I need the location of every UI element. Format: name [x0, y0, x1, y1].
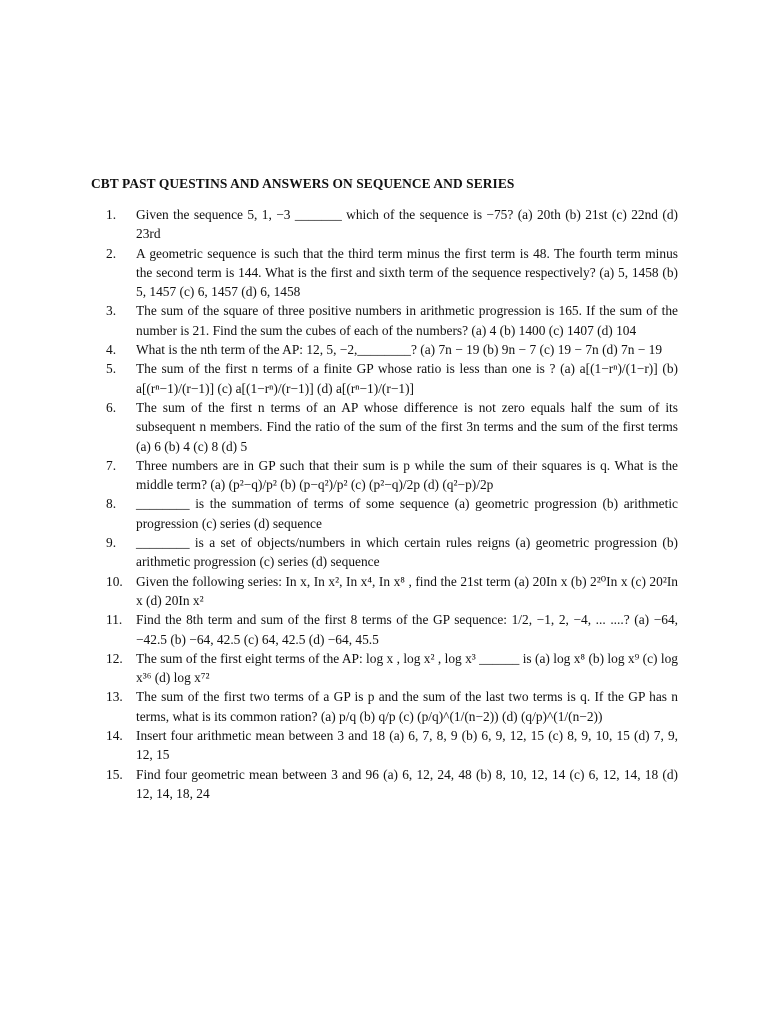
- question-text: Find four geometric mean between 3 and 96 (a) 6, 12, 24, 48 (b) 8, 10, 12, 14 (c) 6, 12, 14, 18 (d) 12, 14, 18, 24: [136, 766, 678, 801]
- question-number: 2.: [106, 245, 117, 261]
- question-text: A geometric sequence is such that the third term minus the first term is 48. The fourth term minus the second term is 144. What is the first and sixth term of the sequence respectively? (a) 5, 1458 (b) 5, 1457 (c) 6, 1457 (d) 6, 1458: [136, 245, 678, 300]
- question-item: [0, 572, 678, 611]
- question-number: 1.: [106, 207, 117, 222]
- question-text: Three numbers are in GP such that their sum is p while the sum of their squares is q. What is the middle term? (a) (p²−q)/p² (b) (p−q²)/p² (c) (p²−q)/2p (d) (q²−p)/2p: [136, 457, 678, 493]
- question-text: ________ is a set of objects/numbers in which certain rules reigns (a) geometric progression (b) arithmetic progression (c) series (d) sequence: [136, 535, 678, 570]
- question-text: Find the 8th term and sum of the first 8 terms of the GP sequence: 1/2, −1, 2, −4, ... ....? (a) −64, −42.5 (b) −64, 42.5 (c) 64, 42.5 (d) −64, 45.5: [136, 612, 678, 647]
- question-item: [0, 610, 678, 649]
- question-list: [0, 205, 768, 803]
- question-item: [0, 340, 678, 359]
- question-text: The sum of the first two terms of a GP is p and the sum of the last two terms is q. If the GP has n terms, what is its common ration? (a) p/q (b) q/p (c) (p/q)^(1/(n−2)) (d) (q/p)^(1/(n−2)): [136, 689, 678, 724]
- question-number: 4.: [106, 342, 117, 358]
- question-text: The sum of the first eight terms of the AP: log x , log x² , log x³ ______ is (a) log x⁸ (b) log x⁹ (c) log x³⁶ (d) log x⁷²: [136, 650, 678, 686]
- question-text: The sum of the square of three positive numbers in arithmetic progression is 165. If the sum of the number is 21. Find the sum the cubes of each of the numbers? (a) 4 (b) 1400 (c) 1407 (d) 104: [136, 303, 678, 338]
- question-number: 13.: [106, 689, 123, 705]
- question-number: 11.: [106, 612, 123, 628]
- question-item: [0, 765, 678, 804]
- question-number: 3.: [106, 303, 117, 319]
- question-text: ________ is the summation of terms of some sequence (a) geometric progression (b) arithmetic progression (c) series (d) sequence: [136, 496, 678, 531]
- question-item: [0, 494, 678, 533]
- question-item: [0, 533, 678, 572]
- question-number: 7.: [106, 457, 117, 473]
- question-item: [0, 205, 678, 244]
- question-text: The sum of the first n terms of an AP whose difference is not zero equals half the sum of its subsequent n members. Find the ratio of the sum of the first 3n terms and the sum of the first terms (a) 6 (b) 4 (c) 8 (d) 5: [136, 399, 678, 454]
- question-number: 5.: [106, 361, 117, 377]
- question-number: 14.: [106, 728, 123, 744]
- question-text: What is the nth term of the AP: 12, 5, −2,________? (a) 7n − 19 (b) 9n − 7 (c) 19 − 7n (d) 7n − 19: [136, 342, 663, 358]
- question-number: 15.: [106, 766, 123, 782]
- question-number: 9.: [106, 535, 117, 551]
- question-number: 12.: [106, 650, 123, 666]
- question-text: Given the following series: In x, In x², In x⁴, In x⁸ , find the 21st term (a) 20In x (b) 2²⁰In x (c) 20²In x (d) 20In x²: [136, 573, 678, 608]
- question-text: The sum of the first n terms of a finite GP whose ratio is less than one is ? (a) a[(1−rⁿ)/(1−r)] (b) a[(rⁿ−1)/(r−1)] (c) a[(1−rⁿ)/(r−1)] (d) a[(rⁿ−1)/(r−1)]: [136, 361, 678, 396]
- question-item: [0, 456, 678, 495]
- question-item: [0, 649, 678, 688]
- document-title: CBT PAST QUESTINS AND ANSWERS ON SEQUENCE AND SERIES: [91, 176, 515, 191]
- question-item: [0, 301, 678, 340]
- question-text: Insert four arithmetic mean between 3 and 18 (a) 6, 7, 8, 9 (b) 6, 9, 12, 15 (c) 8, 9, 10, 15 (d) 7, 9, 12, 15: [136, 728, 678, 763]
- question-item: [0, 359, 678, 398]
- question-number: 10.: [106, 573, 123, 589]
- question-text: Given the sequence 5, 1, −3 _______ which of the sequence is −75? (a) 20th (b) 21st (c) 22nd (d) 23rd: [136, 207, 678, 242]
- question-item: [0, 726, 678, 765]
- question-number: 8.: [106, 496, 117, 512]
- question-item: [0, 398, 678, 456]
- question-item: [0, 687, 678, 726]
- question-number: 6.: [106, 399, 117, 415]
- question-item: [0, 244, 678, 302]
